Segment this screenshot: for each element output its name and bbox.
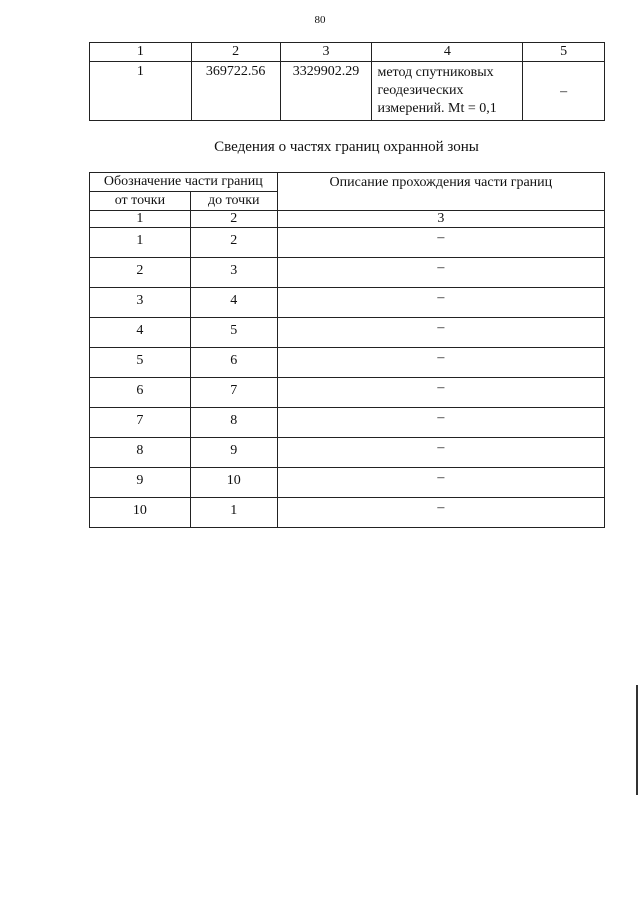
header-cell-5: 5 <box>523 43 605 62</box>
to-point-cell: 7 <box>190 378 277 408</box>
from-point-cell: 10 <box>90 498 191 528</box>
header-cell-4: 4 <box>372 43 523 62</box>
table-row <box>90 288 605 318</box>
from-point-cell: 6 <box>90 378 191 408</box>
to-point-cell: 2 <box>190 228 277 258</box>
table-row <box>90 258 605 288</box>
numbering-cell-2: 2 <box>190 211 277 228</box>
coordinates-table <box>89 42 605 121</box>
table-row <box>90 348 605 378</box>
from-point-cell: 2 <box>90 258 191 288</box>
scan-edge-mark <box>636 685 638 795</box>
description-cell: – <box>277 348 604 378</box>
description-cell: – <box>277 468 604 498</box>
from-point-cell: 4 <box>90 318 191 348</box>
table-row <box>90 318 605 348</box>
boundary-parts-table <box>89 172 605 528</box>
x-coordinate-cell: 369722.56 <box>191 62 280 121</box>
table-row <box>90 228 605 258</box>
from-point-cell: 9 <box>90 468 191 498</box>
description-header-cell: Описание прохождения части границ <box>277 173 604 211</box>
method-line: измерений. Mt = 0,1 <box>377 101 497 116</box>
method-line: метод спутниковых <box>377 65 494 80</box>
to-point-cell: 6 <box>190 348 277 378</box>
from-point-header: от точки <box>90 192 191 211</box>
numbering-cell-3: 3 <box>277 211 604 228</box>
description-cell: – <box>277 438 604 468</box>
description-cell: – <box>277 288 604 318</box>
to-point-cell: 10 <box>190 468 277 498</box>
description-cell: – <box>277 258 604 288</box>
to-point-cell: 9 <box>190 438 277 468</box>
from-point-cell: 3 <box>90 288 191 318</box>
table-row <box>90 378 605 408</box>
description-cell: – <box>277 228 604 258</box>
point-number-cell: 1 <box>90 62 192 121</box>
description-cell: – <box>277 318 604 348</box>
to-point-cell: 1 <box>190 498 277 528</box>
table-row <box>90 498 605 528</box>
page-number: 80 <box>314 14 326 26</box>
to-point-cell: 8 <box>190 408 277 438</box>
description-cell: – <box>277 498 604 528</box>
y-coordinate-cell: 3329902.29 <box>280 62 372 121</box>
coordinates-data-row <box>90 62 605 121</box>
coordinates-header-row <box>90 43 605 62</box>
to-point-cell: 3 <box>190 258 277 288</box>
col5-cell: – <box>523 62 605 121</box>
table-row <box>90 408 605 438</box>
method-line: геодезических <box>377 83 464 98</box>
method-cell <box>372 62 523 121</box>
table-row <box>90 438 605 468</box>
parts-header-row <box>90 173 605 192</box>
to-point-cell: 5 <box>190 318 277 348</box>
to-point-header: до точки <box>190 192 277 211</box>
header-cell-3: 3 <box>280 43 372 62</box>
parts-numbering-row <box>90 211 605 228</box>
from-point-cell: 7 <box>90 408 191 438</box>
description-cell: – <box>277 378 604 408</box>
from-point-cell: 5 <box>90 348 191 378</box>
header-cell-2: 2 <box>191 43 280 62</box>
from-point-cell: 8 <box>90 438 191 468</box>
table-row <box>90 468 605 498</box>
from-point-cell: 1 <box>90 228 191 258</box>
group-header-cell: Обозначение части границ <box>90 173 278 192</box>
to-point-cell: 4 <box>190 288 277 318</box>
numbering-cell-1: 1 <box>90 211 191 228</box>
section-title: Сведения о частях границ охранной зоны <box>214 139 479 155</box>
description-cell: – <box>277 408 604 438</box>
header-cell-1: 1 <box>90 43 192 62</box>
